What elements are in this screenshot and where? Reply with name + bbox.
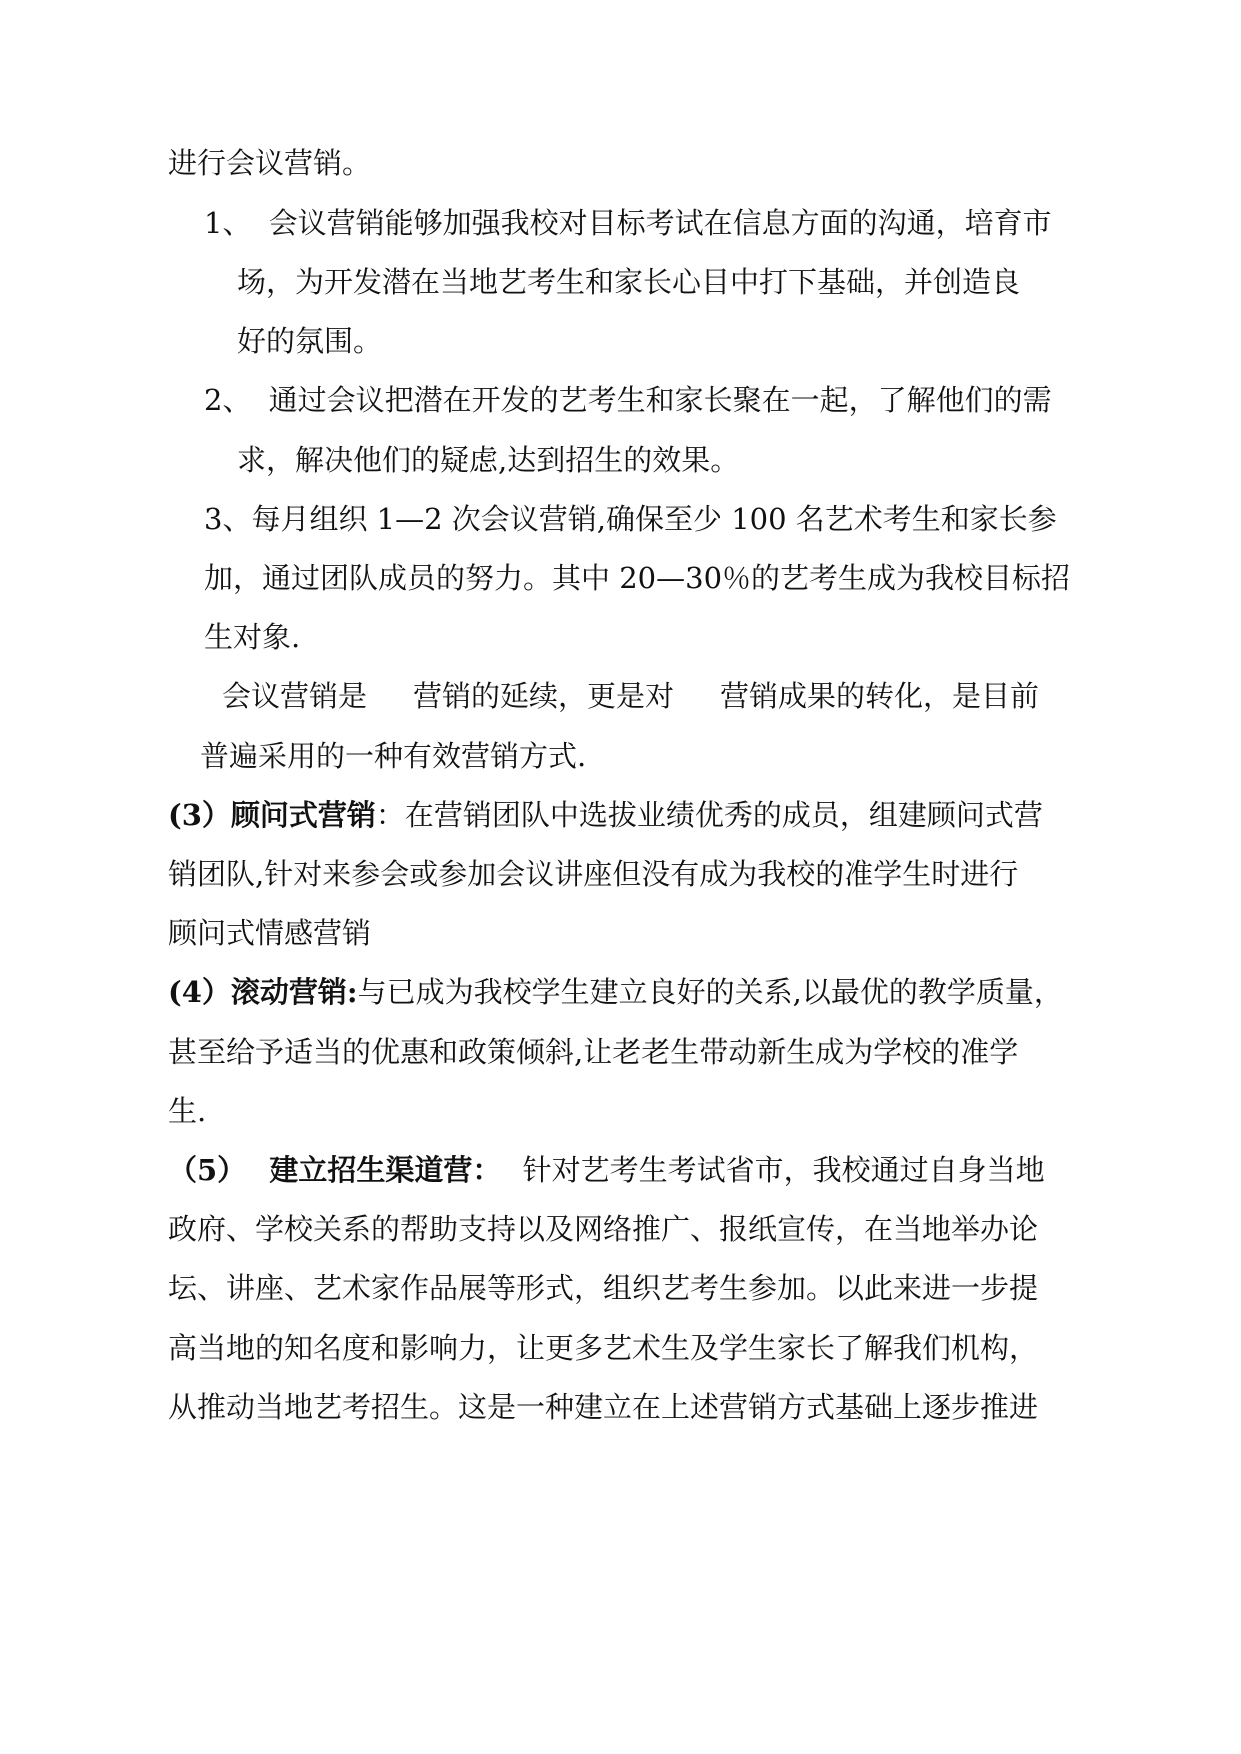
text-line <box>204 617 300 657</box>
list-item-text: 场，为开发潜在当地艺考生和家长心目中打下基础，并创造良 <box>237 265 1021 299</box>
paragraph-text: 营销的延续，更是对 <box>413 679 675 713</box>
paragraph-text: 生. <box>168 1094 207 1128</box>
section-number: （5） <box>168 1153 247 1187</box>
text-line <box>168 1328 1038 1368</box>
list-item-text: 会议营销能够加强我校对目标考试在信息方面的沟通，培育市 <box>268 206 1052 240</box>
paragraph-text: 政府、学校关系的帮助支持以及网络推广、报纸宣传，在当地举办论 <box>168 1212 1039 1246</box>
text-line <box>237 321 382 361</box>
text-line <box>200 736 586 776</box>
text-line <box>222 676 1039 716</box>
section-heading: (3）顾问式营销 <box>168 798 376 832</box>
section-heading: (4）滚动营销: <box>168 975 358 1009</box>
text-line <box>237 262 1020 302</box>
text-line <box>168 1032 1018 1072</box>
text-line <box>204 558 1070 598</box>
paragraph-text: 销团队,针对来参会或参加会议讲座但没有成为我校的准学生时进行 <box>168 857 1019 891</box>
section-4 <box>168 972 1063 1012</box>
paragraph-text: 营销成果的转化，是目前 <box>720 679 1040 713</box>
section-heading: 建立招生渠道营： <box>269 1153 502 1187</box>
list-item-text: 好的氛围。 <box>237 324 383 358</box>
text-line <box>168 913 371 953</box>
section-3 <box>168 795 1043 835</box>
list-item-text: 通过会议把潜在开发的艺考生和家长聚在一起，了解他们的需 <box>268 383 1052 417</box>
text-line <box>168 1209 1038 1249</box>
list-item-text: 求，解决他们的疑虑,达到招生的效果。 <box>237 443 740 477</box>
list-number: 1、 <box>204 206 252 240</box>
paragraph-text: 甚至给予适当的优惠和政策倾斜,让老老生带动新生成为学校的准学 <box>168 1035 1019 1069</box>
paragraph-text: 针对艺考生考试省市，我校通过自身当地 <box>522 1153 1045 1187</box>
list-item-1 <box>204 203 1052 243</box>
text-line <box>168 854 1018 894</box>
text-line <box>168 143 371 183</box>
list-item-text: 加，通过团队成员的努力。其中 20—30％的艺考生成为我校目标招 <box>204 561 1071 595</box>
list-item-text: 3、每月组织 1—2 次会议营销,确保至少 100 名艺术考生和家长参 <box>204 502 1057 536</box>
text-line <box>237 440 739 480</box>
text-line <box>168 1091 206 1131</box>
list-item-3 <box>204 499 1057 539</box>
paragraph-text: 普遍采用的一种有效营销方式. <box>200 739 587 773</box>
text-line <box>168 1387 1038 1427</box>
list-item-text: 生对象. <box>204 620 301 654</box>
list-number: 2、 <box>204 383 252 417</box>
paragraph-text: 顾问式情感营销 <box>168 916 372 950</box>
section-5 <box>168 1150 1045 1190</box>
text-line <box>168 1268 1038 1308</box>
paragraph-text: 从推动当地艺考招生。这是一种建立在上述营销方式基础上逐步推进 <box>168 1390 1039 1424</box>
paragraph-text: ：在营销团队中选拔业绩优秀的成员，组建顾问式营 <box>375 798 1043 832</box>
paragraph-text: 高当地的知名度和影响力，让更多艺术生及学生家长了解我们机构， <box>168 1331 1039 1365</box>
paragraph-text: 坛、讲座、艺术家作品展等形式，组织艺考生参加。以此来进一步提 <box>168 1271 1039 1305</box>
paragraph-text: 与已成为我校学生建立良好的关系,以最优的教学质量， <box>357 975 1063 1009</box>
list-item-2 <box>204 380 1052 420</box>
paragraph-text: 进行会议营销。 <box>168 146 372 180</box>
paragraph-text: 会议营销是 <box>222 679 368 713</box>
